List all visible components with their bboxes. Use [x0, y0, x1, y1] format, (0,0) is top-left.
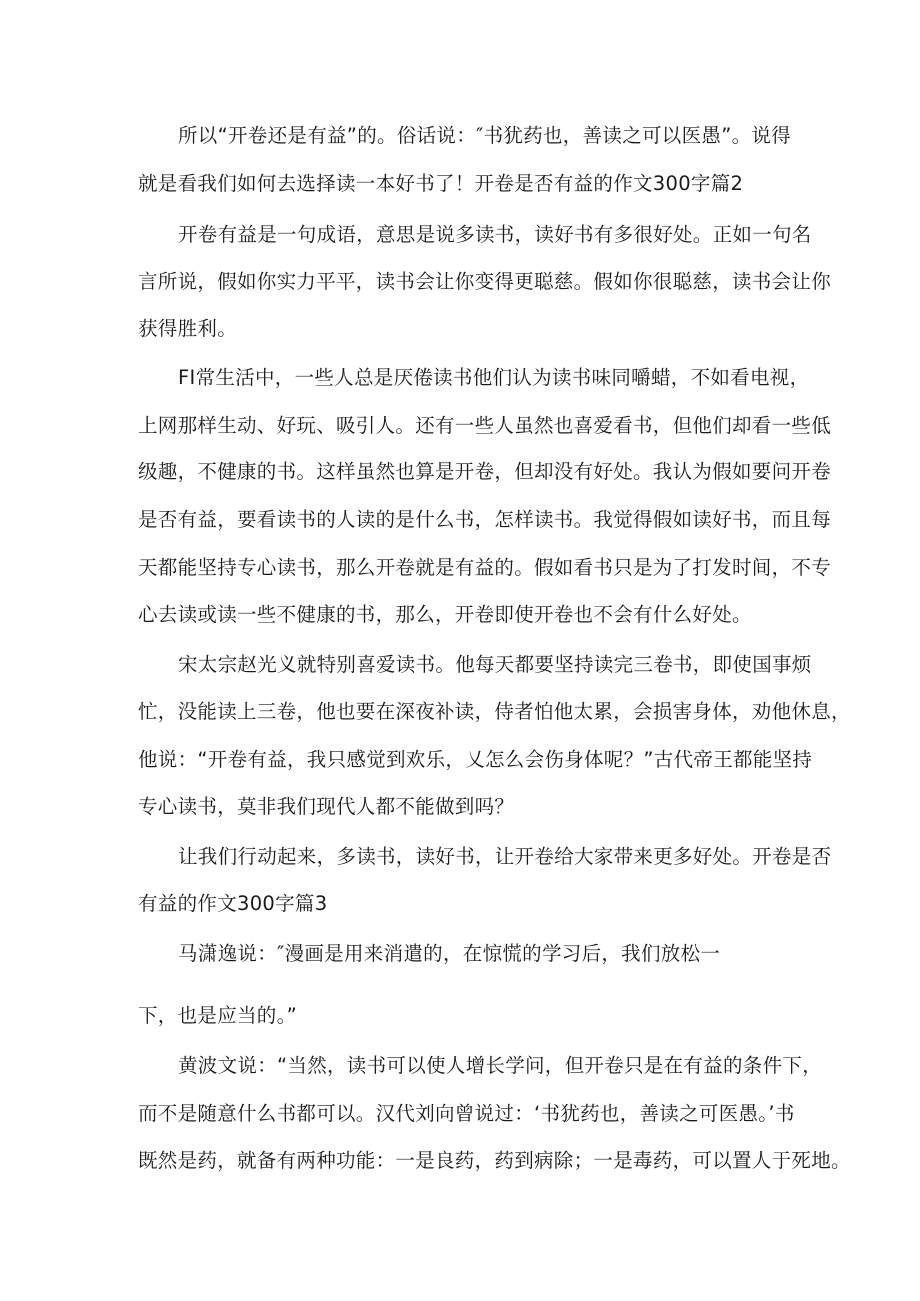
paragraph-line: 天都能坚持专心读书，那么开卷就是有益的。假如看书只是为了打发时间，不专 — [138, 556, 832, 579]
paragraph-line: 言所说，假如你实力平平，读书会让你变得更聪慈。假如你很聪慈，读书会让你 — [138, 270, 832, 293]
paragraph-line: 宋太宗赵光义就特别喜爱读书。他每天都要坚持读完三卷书，即使国事烦 — [178, 653, 812, 676]
paragraph-line: 忙，没能读上三卷，他也要在深夜补读，侍者怕他太累，会损害身体，劝他休息， — [138, 700, 851, 723]
paragraph-line: 心去读或读一些不健康的书，那么，开卷即使开卷也不会有什么好处。 — [138, 603, 752, 626]
paragraph-line: 他说：“开卷有益，我只感觉到欢乐，乂怎么会伤身体呢？”古代帝王都能坚持 — [138, 748, 813, 771]
paragraph-line: 开卷有益是一句成语，意思是说多读书，读好书有多很好处。正如一句名 — [178, 223, 812, 246]
paragraph-line: 上网那样生动、好玩、吸引人。还有一些人虽然也喜爱看书，但他们却看一些低 — [138, 414, 832, 437]
paragraph-line: 下，也是应当的。” — [138, 1004, 298, 1027]
paragraph-line: 所以“开卷还是有益”的。俗话说：″书犹药也，善读之可以医愚”。说得 — [178, 124, 791, 147]
paragraph-line: 而不是随意什么书都可以。汉代刘向曾说过：‘书犹药也，善读之可医愚。’书 — [138, 1102, 795, 1125]
paragraph-line: 就是看我们如何去选择读一本好书了！开卷是否有益的作文300字篇2 — [138, 172, 744, 195]
paragraph-line: 黄波文说：“当然，读书可以使人增长学问，但开卷只是在有益的条件下， — [178, 1054, 823, 1077]
paragraph-line: 让我们行动起来，多读书，读好书，让开卷给大家带来更多好处。开卷是否 — [178, 845, 832, 868]
paragraph-line: 获得胜利。 — [138, 317, 238, 340]
paragraph-line: 马潇逸说：″漫画是用来消遣的，在惊慌的学习后，我们放松一 — [178, 942, 721, 965]
paragraph-line: 级趣，不健康的书。这样虽然也算是开卷，但却没有好处。我认为假如要问开卷 — [138, 460, 832, 483]
paragraph-line: FI常生活中，一些人总是厌倦读书他们认为读书味同嚼蜡，不如看电视， — [178, 366, 810, 389]
paragraph-line: 既然是药，就备有两种功能：一是良药，药到病除；一是毒药，可以置人于死地。 — [138, 1149, 851, 1172]
paragraph-line: 专心读书，莫非我们现代人都不能做到吗？ — [138, 795, 515, 818]
paragraph-line: 有益的作文300字篇3 — [138, 892, 328, 915]
paragraph-line: 是否有益，要看读书的人读的是什么书，怎样读书。我觉得假如读好书，而且每 — [138, 508, 832, 531]
